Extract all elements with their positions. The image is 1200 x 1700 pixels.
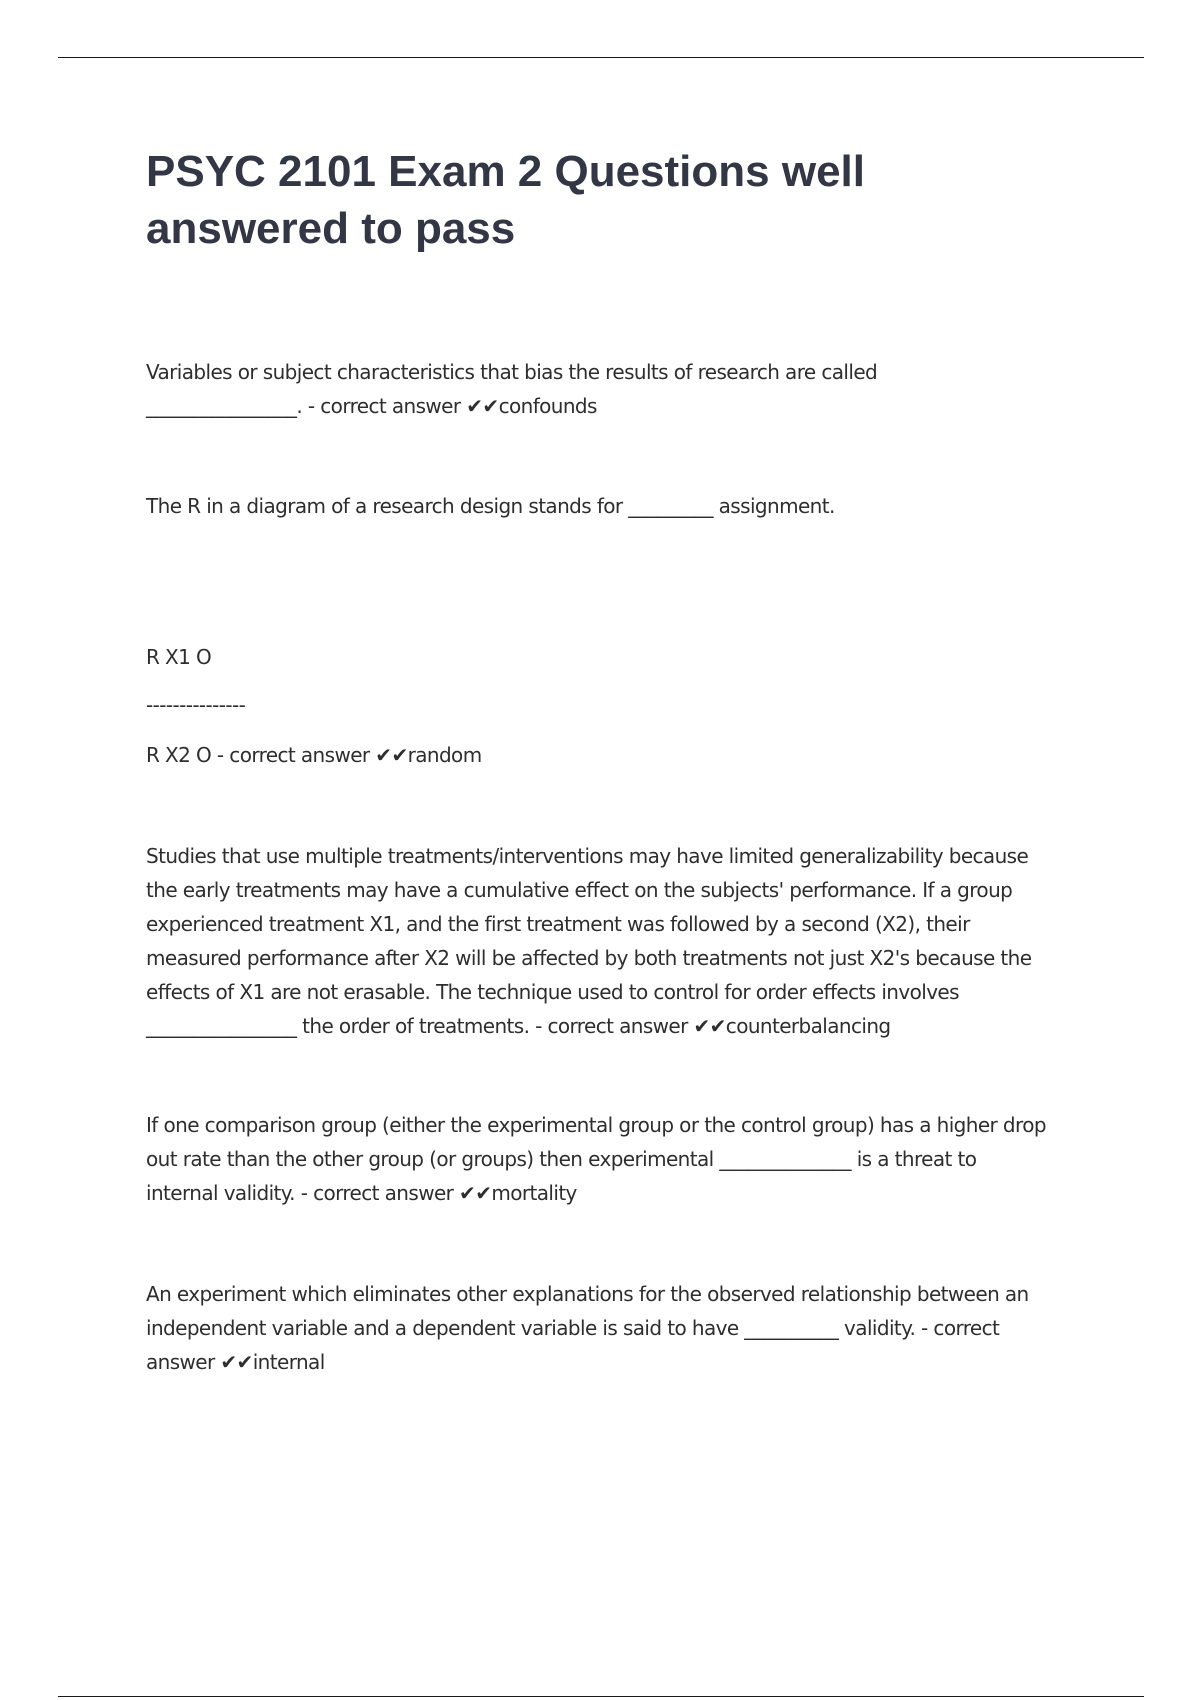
question-3	[146, 839, 1091, 1043]
question-line: independent variable and a dependent variable is said to have __________ validity. - correct	[146, 1316, 1000, 1340]
question-5	[146, 1277, 1091, 1379]
question-line: answer ✔✔internal	[146, 1350, 325, 1374]
question-line: Studies that use multiple treatments/interventions may have limited generalizability because	[146, 844, 1029, 868]
diagram-row-2-answer: R X2 O - correct answer ✔✔random	[146, 743, 482, 767]
question-4	[146, 1108, 1091, 1210]
question-line: experienced treatment X1, and the first treatment was followed by a second (X2), their	[146, 912, 970, 936]
title-line: answered to pass	[146, 204, 516, 253]
top-rule	[58, 57, 1144, 58]
question-line: The R in a diagram of a research design stands for _________ assignment.	[146, 494, 835, 518]
question-line: effects of X1 are not erasable. The technique used to control for order effects involves	[146, 980, 959, 1004]
diagram-row-1: R X1 O	[146, 645, 212, 669]
bottom-rule	[58, 1696, 1144, 1697]
diagram-divider: ---------------	[146, 693, 246, 717]
question-line: measured performance after X2 will be affected by both treatments not just X2's because the	[146, 946, 1032, 970]
question-line: An experiment which eliminates other explanations for the observed relationship between an	[146, 1282, 1029, 1306]
title-line: PSYC 2101 Exam 2 Questions well	[146, 147, 865, 196]
question-line: If one comparison group (either the experimental group or the control group) has a higher drop	[146, 1113, 1046, 1137]
question-line: ________________. - correct answer ✔✔confounds	[146, 394, 597, 418]
question-line: Variables or subject characteristics that bias the results of research are called	[146, 360, 878, 384]
question-line: ________________ the order of treatments. - correct answer ✔✔counterbalancing	[146, 1014, 891, 1038]
question-line: the early treatments may have a cumulative effect on the subjects' performance. If a group	[146, 878, 1013, 902]
document-title	[146, 143, 1086, 257]
question-2	[146, 489, 1091, 523]
question-line: internal validity. - correct answer ✔✔mortality	[146, 1181, 577, 1205]
question-line: out rate than the other group (or groups) then experimental ______________ is a threat to	[146, 1147, 977, 1171]
question-1	[146, 355, 1091, 423]
